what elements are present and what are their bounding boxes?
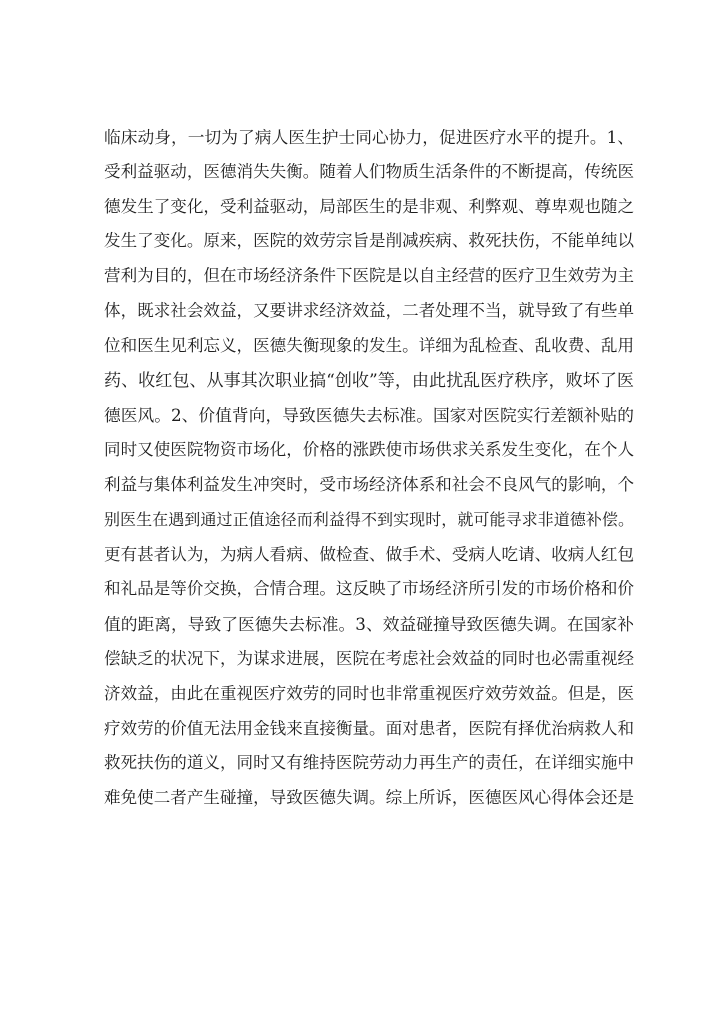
text-line: 位和医生见利忘义，医德失衡现象的发生。详细为乱检查、乱收费、乱用 (104, 335, 634, 355)
body-text (104, 120, 634, 816)
text-line: 济效益，由此在重视医疗效劳的同时也非常重视医疗效劳效益。但是，医 (104, 683, 634, 703)
text-line: 更有甚者认为，为病人看病、做检查、做手术、受病人吃请、收病人红包 (104, 544, 634, 564)
text-line: 德医风。2、价值背向，导致医德失去标准。国家对医院实行差额补贴的 (104, 405, 634, 426)
text-line: 临床动身，一切为了病人医生护士同心协力，促进医疗水平的提升。1、 (104, 127, 634, 147)
text-line: 利益与集体利益发生冲突时，受市场经济体系和社会不良风气的影响，个 (104, 474, 634, 494)
text-line: 偿缺乏的状况下，为谋求进展，医院在考虑社会效益的同时也必需重视经 (104, 648, 634, 668)
text-line: 受利益驱动，医德消失失衡。随着人们物质生活条件的不断提高，传统医 (104, 161, 634, 181)
text-line: 药、收红包、从事其次职业搞“创收”等，由此扰乱医疗秩序，败坏了医 (104, 370, 634, 391)
text-line: 和礼品是等价交换，合情合理。这反映了市场经济所引发的市场价格和价 (104, 579, 634, 599)
text-line: 疗效劳的价值无法用金钱来直接衡量。面对患者，医院有择优治病救人和 (104, 718, 634, 738)
text-line: 体，既求社会效益，又要讲求经济效益，二者处理不当，就导致了有些单 (104, 300, 634, 320)
text-line: 值的距离，导致了医德失去标准。3、效益碰撞导致医德失调。在国家补 (104, 614, 634, 635)
text-line: 别医生在遇到通过正值途径而利益得不到实现时，就可能寻求非道德补偿。 (104, 509, 634, 529)
text-line: 发生了变化。原来，医院的效劳宗旨是削减疾病、救死扶伤，不能单纯以 (104, 231, 634, 251)
text-line: 德发生了变化，受利益驱动，局部医生的是非观、利弊观、尊卑观也随之 (104, 196, 634, 216)
text-line: 同时又使医院物资市场化，价格的涨跌使市场供求关系发生变化，在个人 (104, 440, 634, 460)
text-line: 难免使二者产生碰撞，导致医德失调。综上所诉，医德医风心得体会还是 (104, 788, 634, 808)
text-line: 营利为目的，但在市场经济条件下医院是以自主经营的医疗卫生效劳为主 (104, 266, 634, 286)
text-line: 救死扶伤的道义，同时又有维持医院劳动力再生产的责任，在详细实施中 (104, 753, 634, 773)
